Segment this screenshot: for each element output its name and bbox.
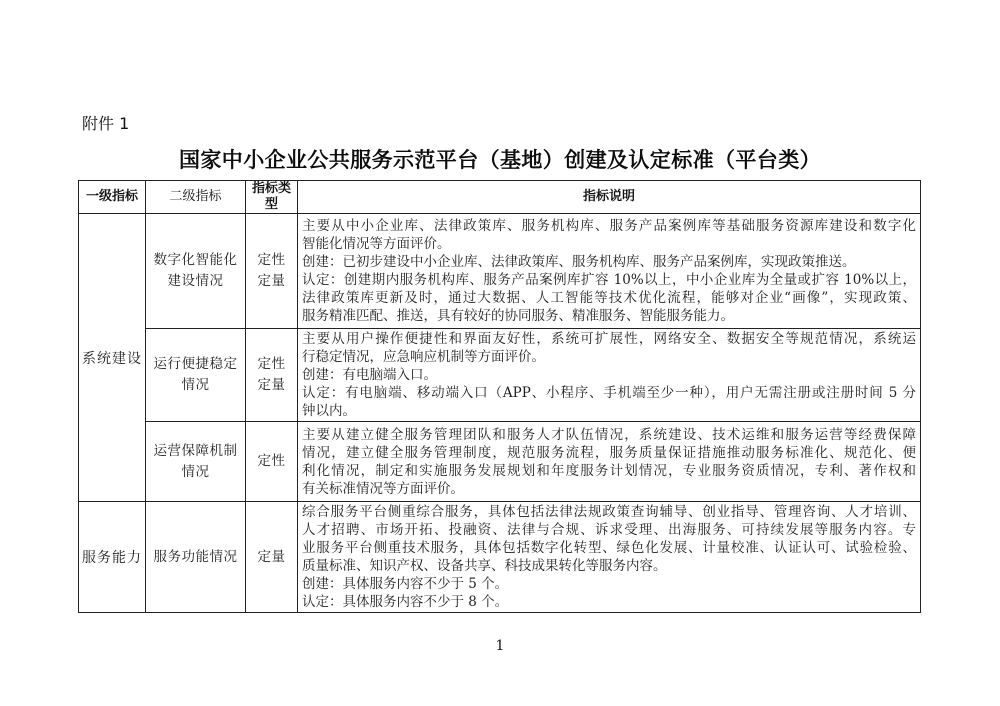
description-line: 创建：已初步建设中小企业库、法律政策库、服务机构库、服务产品案例库，实现政策推送。 xyxy=(302,254,856,270)
type-label: 定性 xyxy=(257,356,286,372)
description-line: 认定：具体服务内容不少于 8 个。 xyxy=(302,594,509,610)
type-label: 定量 xyxy=(257,548,286,565)
level1-cell: 服务能力 xyxy=(79,502,146,613)
header-level1: 一级指标 xyxy=(79,181,146,214)
type-cell xyxy=(246,329,298,422)
level1-cell: 系统建设 xyxy=(79,214,146,502)
type-label: 定量 xyxy=(257,377,286,393)
table-row xyxy=(79,329,921,422)
level2-cell: 数字化智能化建设情况 xyxy=(146,214,246,329)
header-level2: 二级指标 xyxy=(146,181,246,214)
description-cell xyxy=(298,422,921,502)
description-line: 钟以内。 xyxy=(302,403,356,419)
description-line: 认定：创建期内服务机构库、服务产品案例库扩容 10%以上，中小企业库为全量或扩容 10%以上， xyxy=(302,272,916,288)
type-cell xyxy=(246,422,298,502)
description-line: 智能化情况等方面评价。 xyxy=(302,236,451,252)
description-line: 利化情况，制定和实施服务发展规划和年度服务计划情况，专业服务资质情况，专利、著作权和 xyxy=(302,462,916,479)
table-row xyxy=(79,502,921,613)
level2-cell: 服务功能情况 xyxy=(146,502,246,613)
table-row xyxy=(79,214,921,329)
page-number: 1 xyxy=(495,638,505,654)
attachment-label: 附件 1 xyxy=(82,114,130,133)
description-cell xyxy=(298,214,921,329)
description-line: 情况，建立健全服务管理制度，规范服务流程，服务质量保证措施推动服务标准化、规范化、便 xyxy=(302,444,916,461)
level2-cell: 运行便捷稳定情况 xyxy=(146,329,246,422)
description-line: 主要从中小企业库、法律政策库、服务机构库、服务产品案例库等基础服务资源库建设和数字化 xyxy=(302,218,916,234)
description-line: 业服务平台侧重技术服务，具体包括数字化转型、绿色化发展、计量校准、认证认可、试验检验、 xyxy=(302,540,916,556)
type-label: 定量 xyxy=(257,273,286,289)
description-line: 有关标准情况等方面评价。 xyxy=(302,480,464,497)
description-line: 主要从用户操作便捷性和界面友好性，系统可扩展性，网络安全、数据安全等规范情况，系统运 xyxy=(302,331,916,347)
description-line: 人才招聘、市场开拓、投融资、法律与合规、诉求受理、出海服务、可持续发展等服务内容。专 xyxy=(302,522,916,538)
document-title: 国家中小企业公共服务示范平台（基地）创建及认定标准（平台类） xyxy=(179,147,821,172)
description-line: 服务精准匹配、推送，具有较好的协同服务、精准服务、智能服务能力。 xyxy=(302,308,734,324)
type-cell xyxy=(246,502,298,613)
description-line: 主要从建立健全服务管理团队和服务人才队伍情况，系统建设、技术运维和服务运营等经费保障 xyxy=(302,426,916,443)
description-line: 综合服务平台侧重综合服务，具体包括法律法规政策查询辅导、创业指导、管理咨询、人才培训、 xyxy=(302,504,916,520)
header-type: 指标类型 xyxy=(246,181,298,214)
table-row xyxy=(79,422,921,502)
description-line: 行稳定情况，应急响应机制等方面评价。 xyxy=(302,349,545,365)
description-cell xyxy=(298,502,921,613)
description-line: 质量标准、知识产权、设备共享、科技成果转化等服务内容。 xyxy=(302,558,667,574)
description-line: 创建：具体服务内容不少于 5 个。 xyxy=(302,576,509,592)
level2-cell: 运营保障机制情况 xyxy=(146,422,246,502)
standards-table xyxy=(78,180,921,613)
type-cell xyxy=(246,214,298,329)
description-line: 认定：有电脑端、移动端入口（APP、小程序、手机端至少一种），用户无需注册或注册时间 5 分 xyxy=(302,385,916,401)
table-header-row xyxy=(79,181,921,214)
type-label: 定性 xyxy=(257,453,286,469)
description-line: 创建：有电脑端入口。 xyxy=(302,367,437,383)
header-description: 指标说明 xyxy=(298,181,921,214)
type-label: 定性 xyxy=(257,252,286,268)
description-line: 法律政策库更新及时，通过大数据、人工智能等技术优化流程，能够对企业“画像”，实现政策、 xyxy=(302,290,916,306)
description-cell xyxy=(298,329,921,422)
